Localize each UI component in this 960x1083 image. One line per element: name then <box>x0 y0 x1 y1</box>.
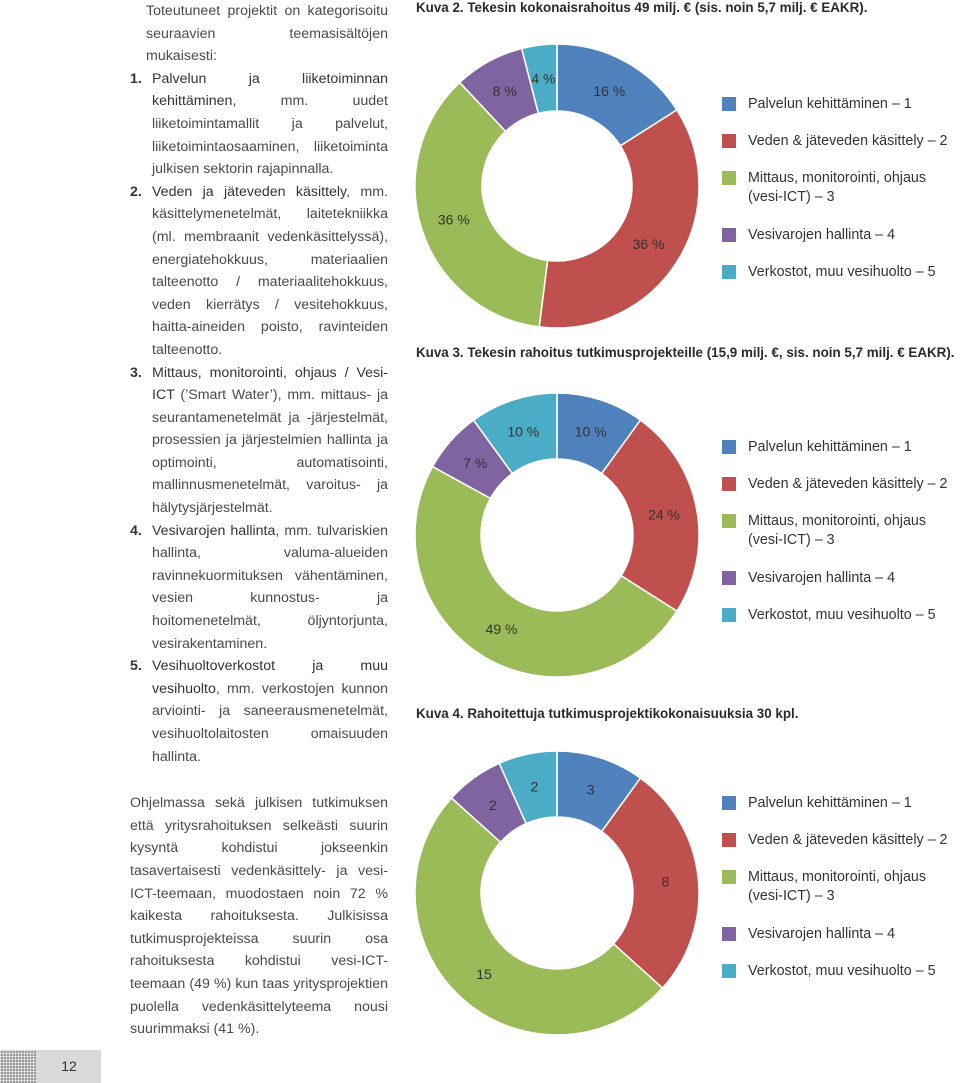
legend-swatch <box>722 440 736 454</box>
page-number: 12 <box>37 1050 101 1083</box>
slice-label-verkostot: 2 <box>530 778 539 795</box>
donut-slice-mittaus <box>415 82 548 326</box>
theme-item <box>130 68 388 181</box>
legend-item-vesivarat <box>722 226 895 245</box>
theme-heading: Palvelun ja liiketoiminnan kehittäminen <box>152 70 388 110</box>
left-text-column <box>130 0 388 1041</box>
legend-item-vesivarat <box>722 925 895 944</box>
legend-item-mittaus <box>722 868 960 906</box>
theme-description: , mm. uudet liiketoimintamallit ja palvelut, liiketoimintaosaaminen, liiketoiminta julkisen sektorin rajapinnalla. <box>152 93 388 178</box>
page-footer <box>0 1050 104 1083</box>
theme-description: , mm. käsittelymenetelmät, laitetekniikka (ml. membraanit vedenkäsittelyssä), energiatehokkuus, materiaalien talteenotto / materiaalitehokkuus, veden kierrätys / vesitehokkuus, haitta-aineiden poisto, ravinteiden talteenotto. <box>152 183 388 358</box>
legend-label: Veden & jäteveden käsittely – 2 <box>748 476 948 492</box>
legend-swatch <box>722 265 736 279</box>
theme-description: , mm. verkostojen kunnon arviointi- ja saneerausmenetelmät, vesihuoltolaitosten omaisuuden hallinta. <box>152 680 388 765</box>
slice-label-palvelu: 10 % <box>574 423 607 440</box>
theme-number: 4. <box>130 522 142 539</box>
legend-label: Palvelun kehittäminen – 1 <box>748 439 912 455</box>
legend-label: Mittaus, monitorointi, ohjaus (vesi-ICT) – 3 <box>748 170 926 205</box>
slice-label-palvelu: 3 <box>586 781 595 798</box>
legend-item-vesivarat <box>722 569 895 588</box>
legend-label: Verkostot, muu vesihuolto – 5 <box>748 607 936 623</box>
theme-body <box>152 655 388 768</box>
chart-kuva-2 <box>416 0 960 330</box>
theme-heading: Mittaus, monitorointi, ohjaus / Vesi-ICT <box>152 364 388 404</box>
legend-label: Mittaus, monitorointi, ohjaus (vesi-ICT) – 3 <box>748 869 926 904</box>
legend-label: Vesivarojen hallinta – 4 <box>748 926 896 942</box>
legend-label: Verkostot, muu vesihuolto – 5 <box>748 264 936 280</box>
legend-item-mittaus <box>722 512 960 550</box>
page-texture-decoration <box>0 1050 37 1083</box>
slice-label-mittaus: 36 % <box>437 211 470 228</box>
theme-item <box>130 655 388 768</box>
theme-body <box>152 181 388 362</box>
slice-label-verkostot: 10 % <box>507 423 540 440</box>
theme-heading: Vesihuoltoverkostot ja muu vesihuolto <box>152 658 388 697</box>
slice-label-vesivarat: 7 % <box>463 454 488 471</box>
legend-swatch <box>722 927 736 941</box>
legend-swatch <box>722 964 736 978</box>
legend-item-verkostot <box>722 263 936 282</box>
theme-item <box>130 520 388 656</box>
legend-swatch <box>722 796 736 810</box>
theme-body <box>152 520 388 656</box>
legend-item-vedenkasittely <box>722 132 948 151</box>
slice-label-vedenkasittely: 24 % <box>648 506 681 523</box>
slice-label-palvelu: 16 % <box>593 82 626 99</box>
chart-kuva-3 <box>416 345 960 705</box>
legend-label: Palvelun kehittäminen – 1 <box>748 96 912 112</box>
legend-item-palvelu <box>722 794 912 813</box>
theme-number: 1. <box>130 70 142 87</box>
legend-label: Veden & jäteveden käsittely – 2 <box>748 133 948 149</box>
legend-item-vedenkasittely <box>722 831 948 850</box>
legend-item-mittaus <box>722 169 960 207</box>
theme-item <box>130 181 388 362</box>
theme-number: 5. <box>130 658 142 675</box>
slice-label-vedenkasittely: 8 <box>661 873 670 890</box>
summary-paragraph: Ohjelmassa sekä julkisen tutkimuksen että yritysrahoituksen selkeästi suurin kysyntä kohdistui jokseenkin tasavertaisesti vedenkäsittely- ja vesi-ICT-teemaan, muodostaen noin 72 % kaikesta rahoituksesta. Julkisissa tutkimusprojekteissa suurin osa rahoituksesta kohdistui vesi-ICT-teemaan (49 %) kun taas yritysprojektien puolella vedenkäsittelyteema nousi suurimmaksi (41 %). <box>130 795 388 1038</box>
legend-label: Palvelun kehittäminen – 1 <box>748 795 912 811</box>
legend-item-verkostot <box>722 606 936 625</box>
legend-label: Verkostot, muu vesihuolto – 5 <box>748 963 936 979</box>
legend-label: Vesivarojen hallinta – 4 <box>748 570 896 586</box>
chart-caption: Kuva 4. Rahoitettuja tutkimusprojektikokonaisuuksia 30 kpl. <box>416 706 799 721</box>
legend-swatch <box>722 97 736 111</box>
theme-description: , mm. tulvariskien hallinta, valuma-alueiden ravinnekuormituksen vähentäminen, vesien kunnostus- ja hoitomenetelmät, öljyntorjunta, vesirakentaminen. <box>152 522 388 652</box>
theme-heading: Veden ja jäteveden käsittely <box>152 183 347 200</box>
slice-label-vesivarat: 2 <box>489 796 497 813</box>
intro-text: Toteutuneet projektit on kategorisoitu seuraavien teemasisältöjen mukaisesti: <box>146 3 388 65</box>
legend-item-palvelu <box>722 95 912 114</box>
slice-label-verkostot: 4 % <box>531 70 556 87</box>
donut-chart <box>416 728 716 1048</box>
chart-caption: Kuva 3. Tekesin rahoitus tutkimusprojekteille (15,9 milj. €, sis. noin 5,7 milj. € EAKR). <box>416 345 955 360</box>
legend-swatch <box>722 833 736 847</box>
legend-item-verkostot <box>722 962 936 981</box>
slice-label-vesivarat: 8 % <box>492 82 517 99</box>
theme-body <box>152 362 388 520</box>
theme-description: (’Smart Water’), mm. mittaus- ja seurantamenetelmät ja -järjestelmät, prosessien ja järjestelmien hallinta ja optimointi, automatisointi, mallinnusmenetelmät, varoitus- ja hälytysjärjestelmät. <box>152 387 388 517</box>
legend-swatch <box>722 134 736 148</box>
chart-caption: Kuva 2. Tekesin kokonaisrahoitus 49 milj. € (sis. noin 5,7 milj. € EAKR). <box>416 0 868 15</box>
theme-item <box>130 362 388 520</box>
slice-label-mittaus: 15 <box>476 966 492 983</box>
legend-item-vedenkasittely <box>722 475 948 494</box>
legend-swatch <box>722 228 736 242</box>
theme-number: 3. <box>130 364 142 381</box>
theme-heading: Vesivarojen hallinta <box>152 522 276 539</box>
slice-label-mittaus: 49 % <box>485 620 518 637</box>
legend-swatch <box>722 608 736 622</box>
legend-label: Mittaus, monitorointi, ohjaus (vesi-ICT) – 3 <box>748 513 926 548</box>
legend-swatch <box>722 171 736 185</box>
slice-label-vedenkasittely: 36 % <box>632 236 665 253</box>
legend-swatch <box>722 870 736 884</box>
donut-chart <box>416 22 716 332</box>
legend-swatch <box>722 477 736 491</box>
legend-swatch <box>722 571 736 585</box>
legend-swatch <box>722 514 736 528</box>
theme-list <box>130 68 388 768</box>
chart-kuva-4 <box>416 706 960 1046</box>
legend-label: Vesivarojen hallinta – 4 <box>748 227 896 243</box>
theme-number: 2. <box>130 183 142 200</box>
theme-body <box>152 68 388 181</box>
donut-chart <box>416 370 716 690</box>
legend-item-palvelu <box>722 438 912 457</box>
legend-label: Veden & jäteveden käsittely – 2 <box>748 832 948 848</box>
